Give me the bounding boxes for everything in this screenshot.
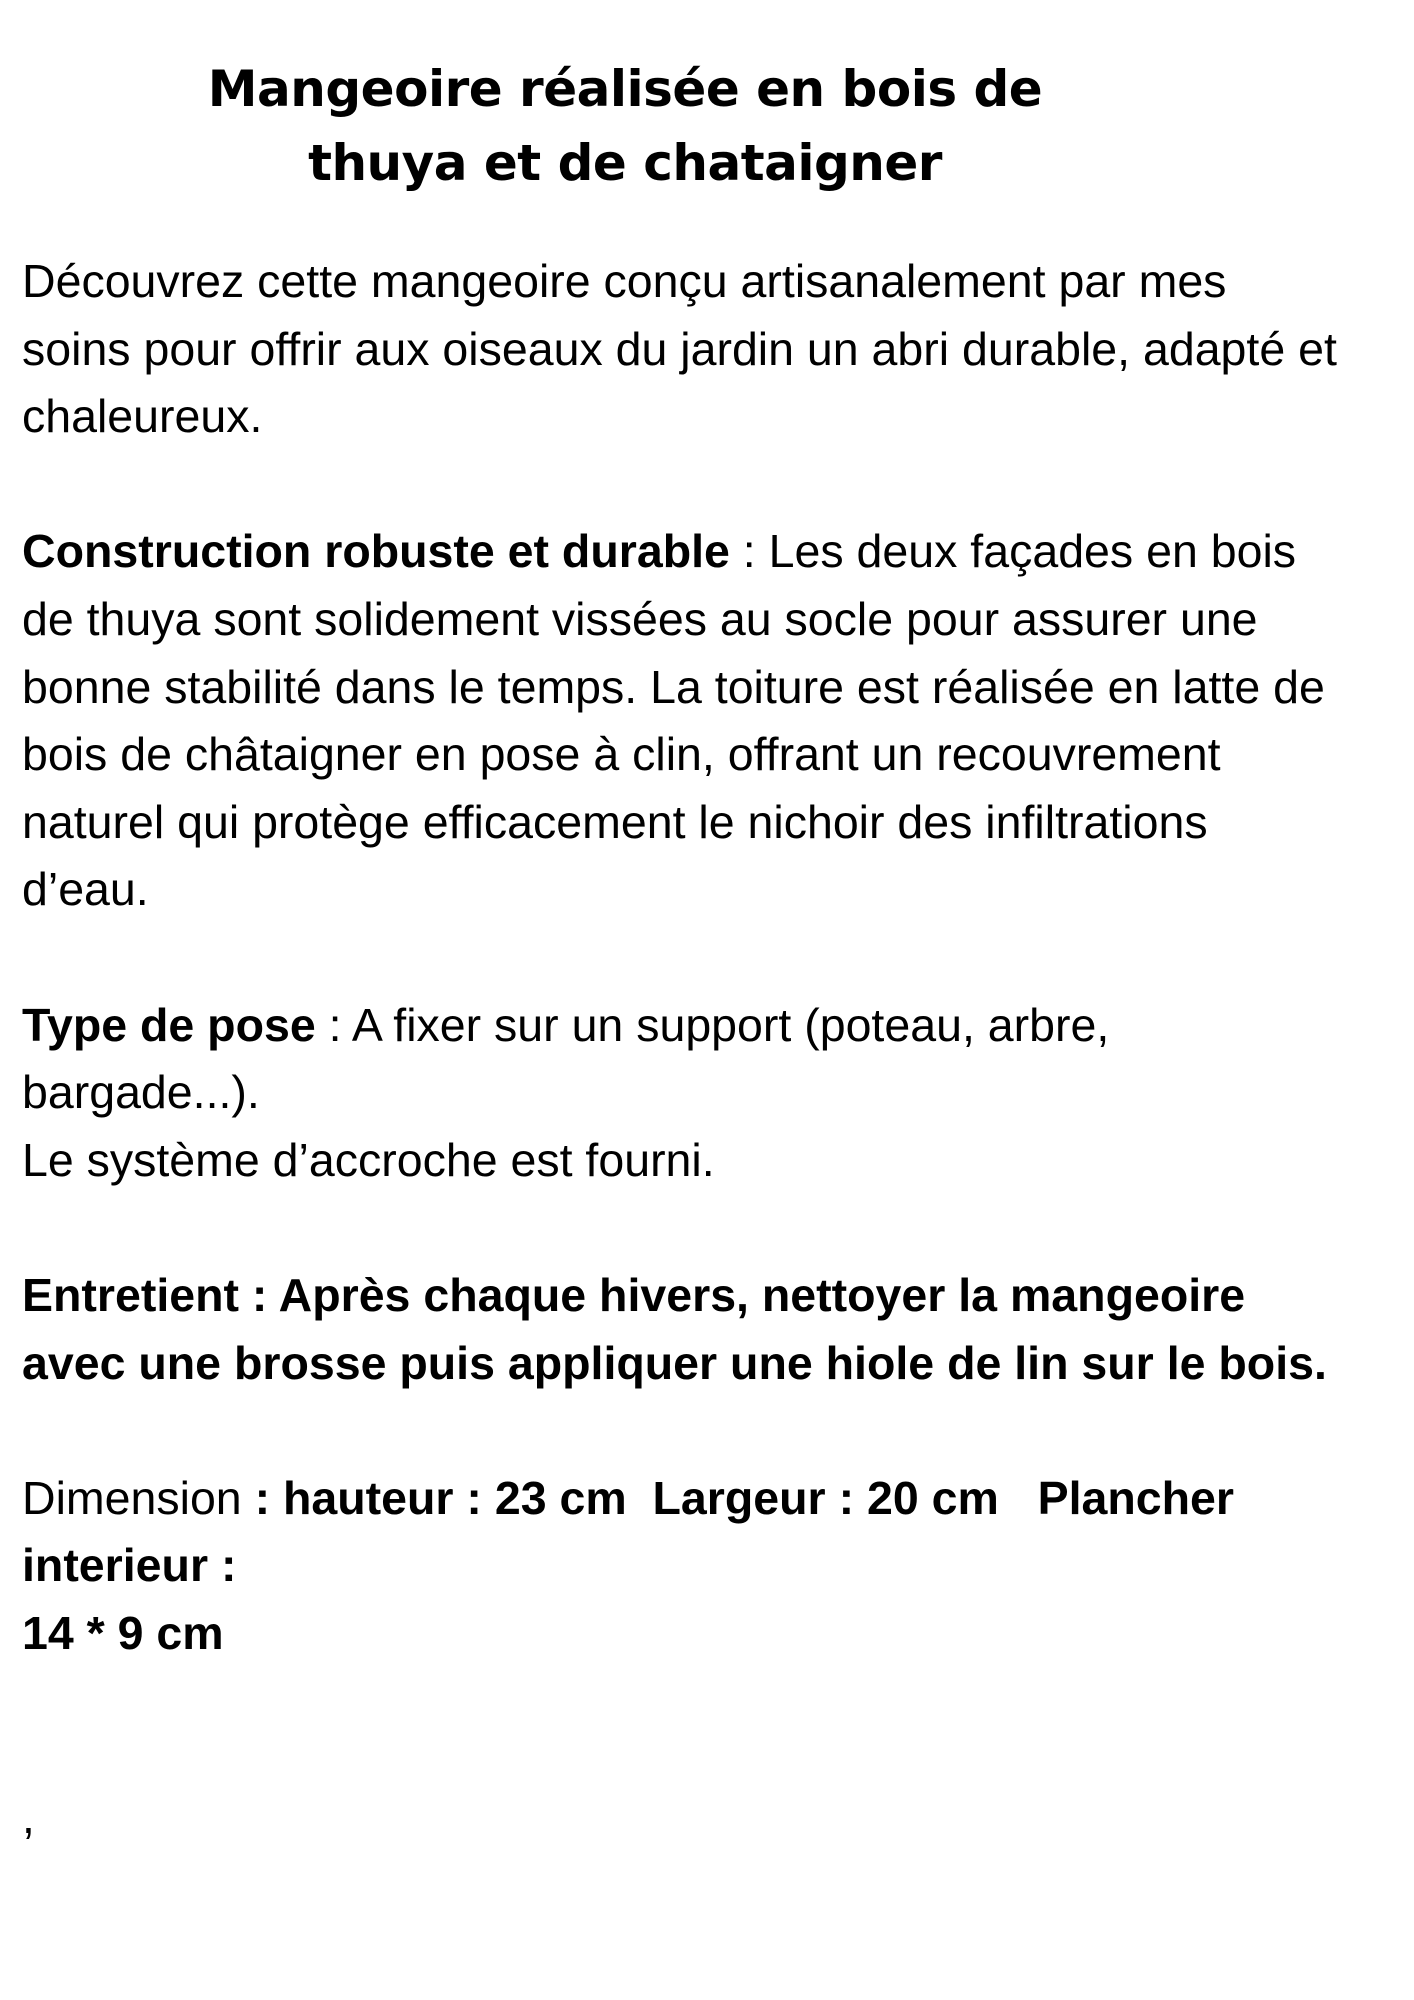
pose-text: A fixer sur un support (poteau, arbre,: [351, 998, 1110, 1051]
construction-paragraph: Construction robuste et durable : Les deux façades en bois de thuya sont solidement vissées au socle pour assurer une bonne stabilité dans le temps. La toiture est réalisée en latte de bois de châtaigner en pose à clin, offrant un recouvrement naturel qui protège efficacement le nichoir des infiltrations d’eau.: [22, 518, 1414, 924]
construction-label: Construction robuste et durable: [22, 525, 730, 578]
trailing-comma: ,: [22, 1791, 35, 1843]
pose-label: Type de pose: [22, 998, 316, 1051]
description-body: [22, 248, 1414, 1667]
intro-line: chaleureux.: [22, 390, 263, 443]
entretien-line: Entretient : Après chaque hivers, nettoyer la mangeoire: [22, 1268, 1246, 1321]
pose-line: bargade...).: [22, 1066, 260, 1119]
title-line-2: thuya et de chataigner: [308, 134, 942, 192]
construction-line: d’eau.: [22, 863, 149, 916]
entretien-paragraph: [22, 1262, 1414, 1397]
pose-paragraph: Type de pose : A fixer sur un support (poteau, arbre, bargade...). Le système d’accroche est fourni.: [22, 992, 1414, 1195]
dimension-line: 14 * 9 cm: [22, 1606, 224, 1659]
dimension-paragraph: [22, 1465, 1414, 1668]
intro-line: soins pour offrir aux oiseaux du jardin un abri durable, adapté et: [22, 322, 1337, 375]
construction-text: Les deux façades en bois: [768, 525, 1297, 578]
dimension-label: Dimension: [22, 1471, 242, 1524]
construction-line: naturel qui protège efficacement le nichoir des infiltrations: [22, 795, 1208, 848]
dimension-line: interieur :: [22, 1539, 237, 1592]
intro-line: Découvrez cette mangeoire conçu artisanalement par mes: [22, 255, 1227, 307]
pose-line: Le système d’accroche est fourni.: [22, 1133, 715, 1186]
entretien-line: avec une brosse puis appliquer une hiole de lin sur le bois.: [22, 1336, 1327, 1389]
construction-line: de thuya sont solidement vissées au socle pour assurer une: [22, 592, 1258, 645]
construction-line: bonne stabilité dans le temps. La toiture est réalisée en latte de: [22, 660, 1325, 713]
intro-paragraph: [22, 248, 1414, 451]
dimension-values: : hauteur : 23 cm Largeur : 20 cm Plancher: [241, 1471, 1234, 1524]
construction-line: bois de châtaigner en pose à clin, offrant un recouvrement: [22, 728, 1221, 781]
title-line-1: Mangeoire réalisée en bois de: [207, 60, 1043, 118]
page-title: [0, 52, 1250, 200]
